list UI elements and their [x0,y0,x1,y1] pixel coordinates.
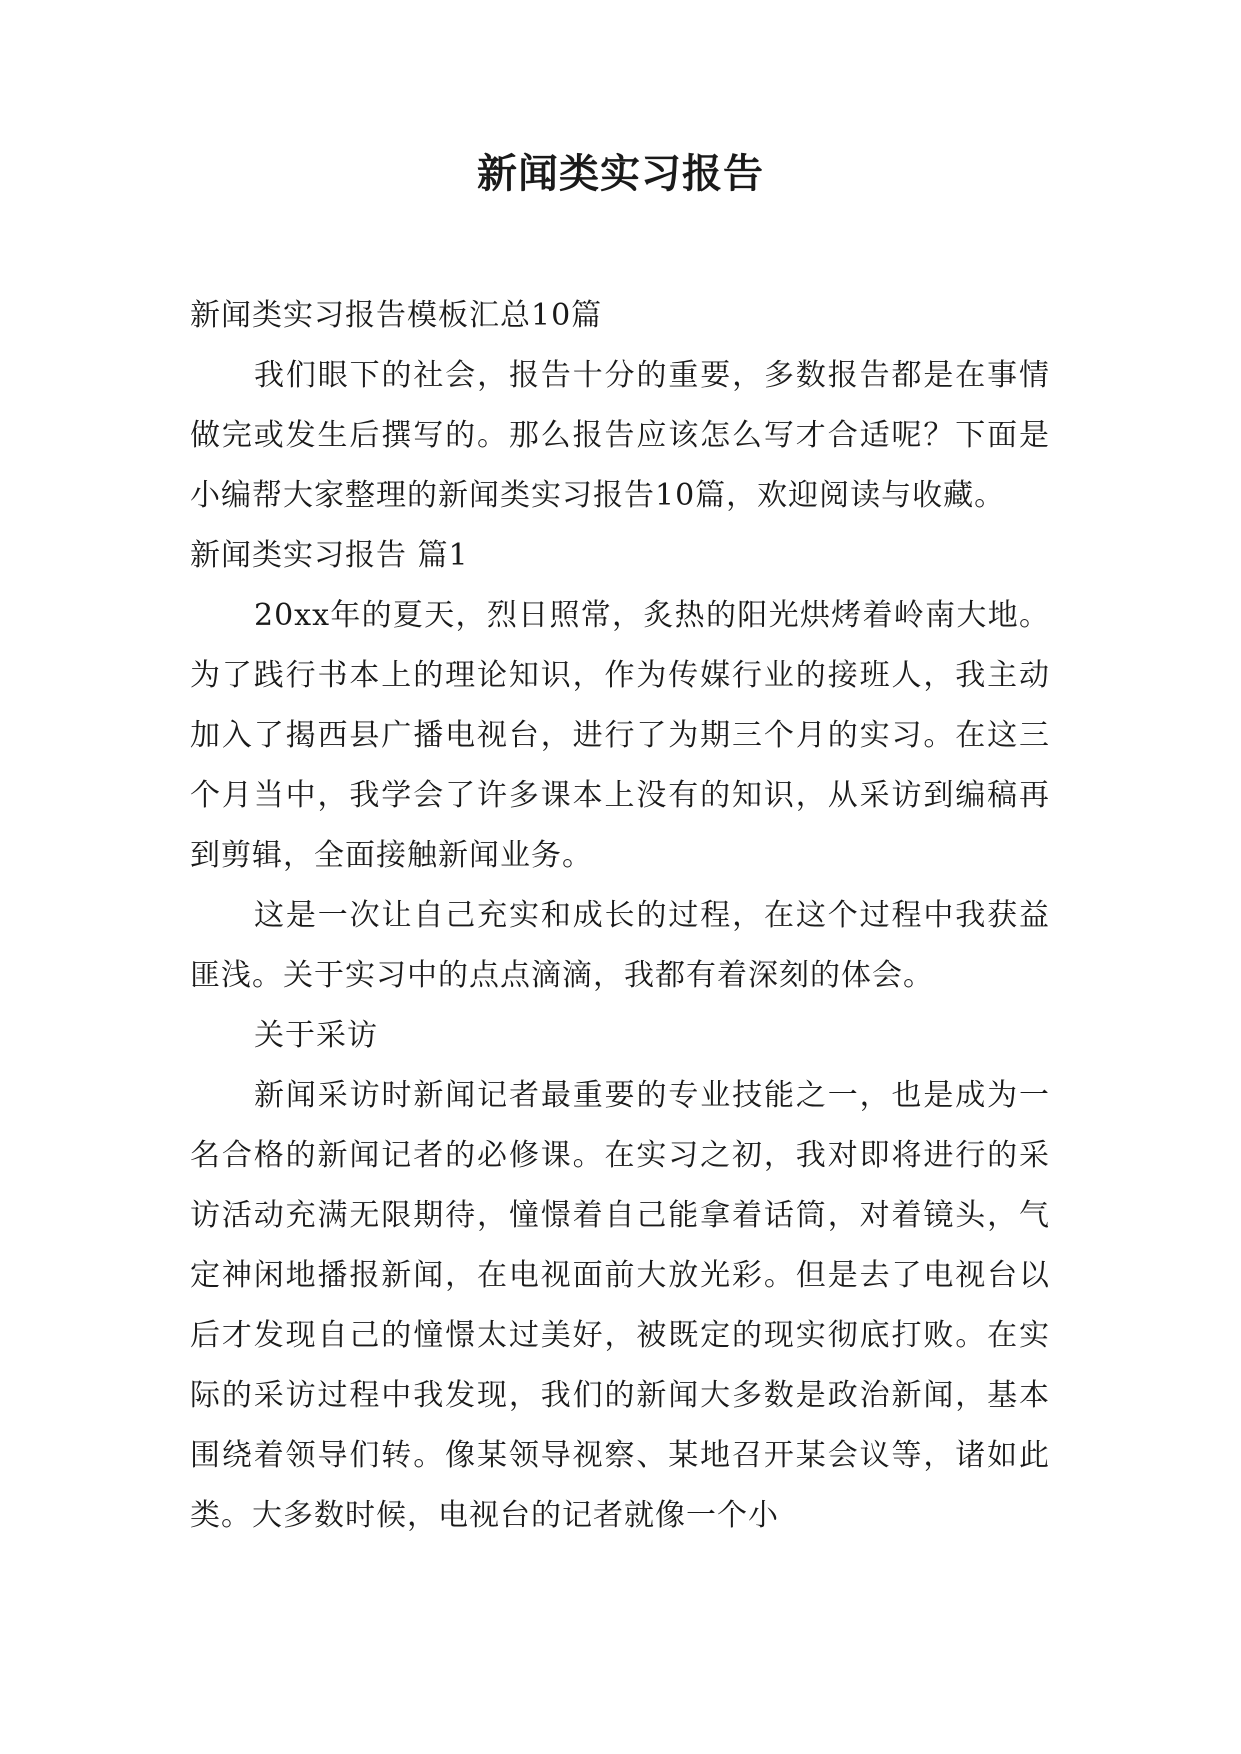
intro-paragraph: 我们眼下的社会，报告十分的重要，多数报告都是在事情做完或发生后撰写的。那么报告应该怎么写才合适呢？下面是小编帮大家整理的新闻类实习报告10篇，欢迎阅读与收藏。 [190,358,1050,513]
section-heading: 新闻类实习报告 篇1 [190,538,469,573]
subsection-heading: 关于采访 [254,1018,378,1053]
body-paragraph: 这是一次让自己充实和成长的过程，在这个过程中我获益匪浅。关于实习中的点点滴滴，我都有着深刻的体会。 [190,898,1050,993]
document-subtitle: 新闻类实习报告模板汇总10篇 [190,298,603,333]
document-title: 新闻类实习报告 [477,150,764,197]
document-body [190,286,1050,1546]
body-paragraph: 新闻采访时新闻记者最重要的专业技能之一，也是成为一名合格的新闻记者的必修课。在实习之初，我对即将进行的采访活动充满无限期待，憧憬着自己能拿着话筒，对着镜头，气定神闲地播报新闻，在电视面前大放光彩。但是去了电视台以后才发现自己的憧憬太过美好，被既定的现实彻底打败。在实际的采访过程中我发现，我们的新闻大多数是政治新闻，基本围绕着领导们转。像某领导视察、某地召开某会议等，诸如此类。大多数时候，电视台的记者就像一个小 [190,1078,1050,1533]
body-paragraph: 20xx年的夏天，烈日照常，炙热的阳光烘烤着岭南大地。为了践行书本上的理论知识，作为传媒行业的接班人，我主动加入了揭西县广播电视台，进行了为期三个月的实习。在这三个月当中，我学会了许多课本上没有的知识，从采访到编稿再到剪辑，全面接触新闻业务。 [190,598,1050,873]
